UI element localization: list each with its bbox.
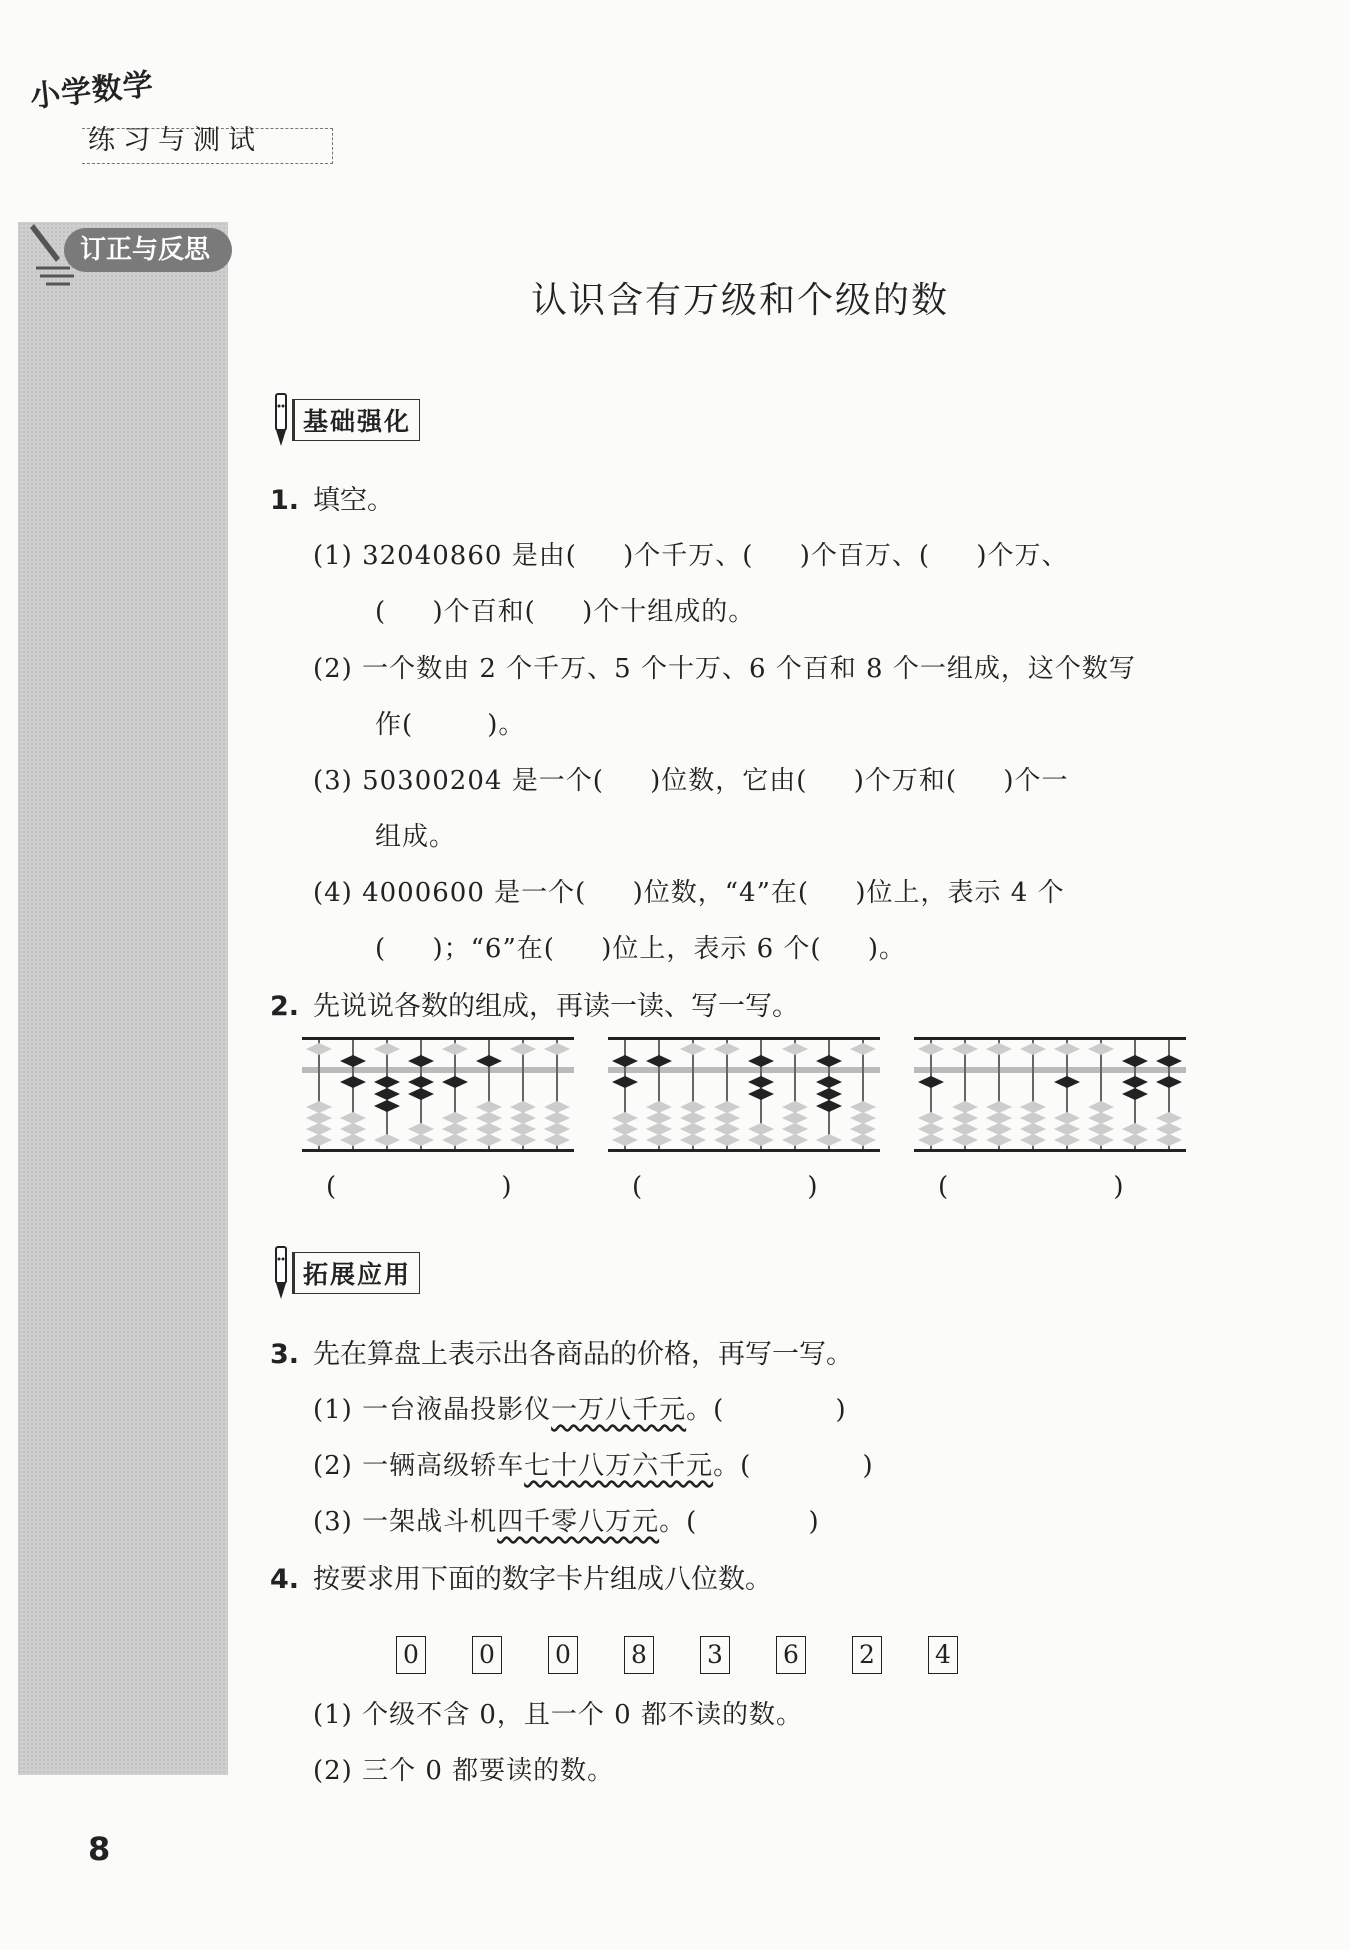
q1-part4-line2: ( )；“6”在( )位上，表示 6 个( )。: [375, 934, 907, 964]
digit-card: 0: [396, 1636, 426, 1674]
question-1-stem: 填空。: [313, 485, 395, 516]
q3-item-2: [313, 1445, 874, 1482]
digit-card: 2: [852, 1636, 882, 1674]
digit-card: 6: [776, 1636, 806, 1674]
section-extended-label: 拓展应用: [292, 1252, 420, 1294]
q1-part2-line1: (2) 一个数由 2 个千万、5 个十万、6 个百和 8 个一组成，这个数写: [313, 654, 1136, 684]
q3-item-3-blank: 。( ): [659, 1507, 820, 1537]
abacus-1: [302, 1037, 574, 1155]
abacus-3: [914, 1037, 1186, 1155]
q3-item-1: [313, 1389, 847, 1426]
q1-part1-line1: (1) 32040860 是由( )个千万、( )个百万、( )个万、: [313, 541, 1069, 571]
q1-part3-line2: 组成。: [375, 822, 457, 852]
answer-blank-1: ( ): [326, 1172, 512, 1202]
digit-card: 3: [700, 1636, 730, 1674]
page-title: 认识含有万级和个级的数: [530, 280, 949, 321]
question-1-number: 1.: [270, 485, 300, 516]
q3-item-3: [313, 1501, 820, 1538]
series-title: 小学数学: [28, 67, 156, 115]
question-2: [270, 984, 799, 1023]
question-4-number: 4.: [270, 1564, 300, 1595]
q4-part-1: (1) 个级不含 0，且一个 0 都不读的数。: [313, 1700, 803, 1730]
question-4: [270, 1557, 772, 1596]
correction-sidebar: [18, 222, 228, 1775]
q3-item-1-blank: 。( ): [686, 1395, 847, 1425]
digit-card: 4: [928, 1636, 958, 1674]
q1-part4-line1: (4) 4000600 是一个( )位数，“4”在( )位上，表示 4 个: [313, 878, 1065, 908]
q3-item-3-text: (3) 一架战斗机: [313, 1507, 498, 1537]
sidebar-label: 订正与反思: [64, 228, 232, 272]
section-extended: [270, 1245, 420, 1301]
abacus-2: [608, 1037, 880, 1155]
answer-blank-3: ( ): [938, 1172, 1124, 1202]
answer-blank-2: ( ): [632, 1172, 818, 1202]
digit-card: 0: [472, 1636, 502, 1674]
q3-item-1-price: 一万八千元: [551, 1395, 687, 1425]
q4-part-2: (2) 三个 0 都要读的数。: [313, 1756, 615, 1786]
section-basic-label: 基础强化: [292, 399, 420, 441]
question-4-stem: 按要求用下面的数字卡片组成八位数。: [313, 1564, 773, 1595]
series-subtitle: 练习与测试: [88, 125, 263, 156]
question-3-stem: 先在算盘上表示出各商品的价格，再写一写。: [313, 1339, 854, 1370]
pencil-icon: [270, 1245, 292, 1301]
q3-item-3-price: 四千零八万元: [497, 1507, 660, 1537]
q1-part3-line1: (3) 50300204 是一个( )位数，它由( )个万和( )个一: [313, 766, 1069, 796]
question-3-number: 3.: [270, 1339, 300, 1370]
question-1: [270, 478, 394, 517]
question-2-stem: 先说说各数的组成，再读一读、写一写。: [313, 991, 800, 1022]
pencil-icon: [270, 392, 292, 448]
q3-item-1-text: (1) 一台液晶投影仪: [313, 1395, 552, 1425]
digit-card: 8: [624, 1636, 654, 1674]
q1-part1-line2: ( )个百和( )个十组成的。: [375, 597, 756, 627]
section-basic: [270, 392, 420, 448]
q3-item-2-blank: 。( ): [713, 1451, 874, 1481]
q3-item-2-price: 七十八万六千元: [524, 1451, 714, 1481]
digit-card: 0: [548, 1636, 578, 1674]
page-number: 8: [88, 1830, 111, 1868]
question-2-number: 2.: [270, 991, 300, 1022]
q1-part2-line2: 作( )。: [375, 710, 526, 740]
question-3: [270, 1332, 853, 1371]
q3-item-2-text: (2) 一辆高级轿车: [313, 1451, 525, 1481]
